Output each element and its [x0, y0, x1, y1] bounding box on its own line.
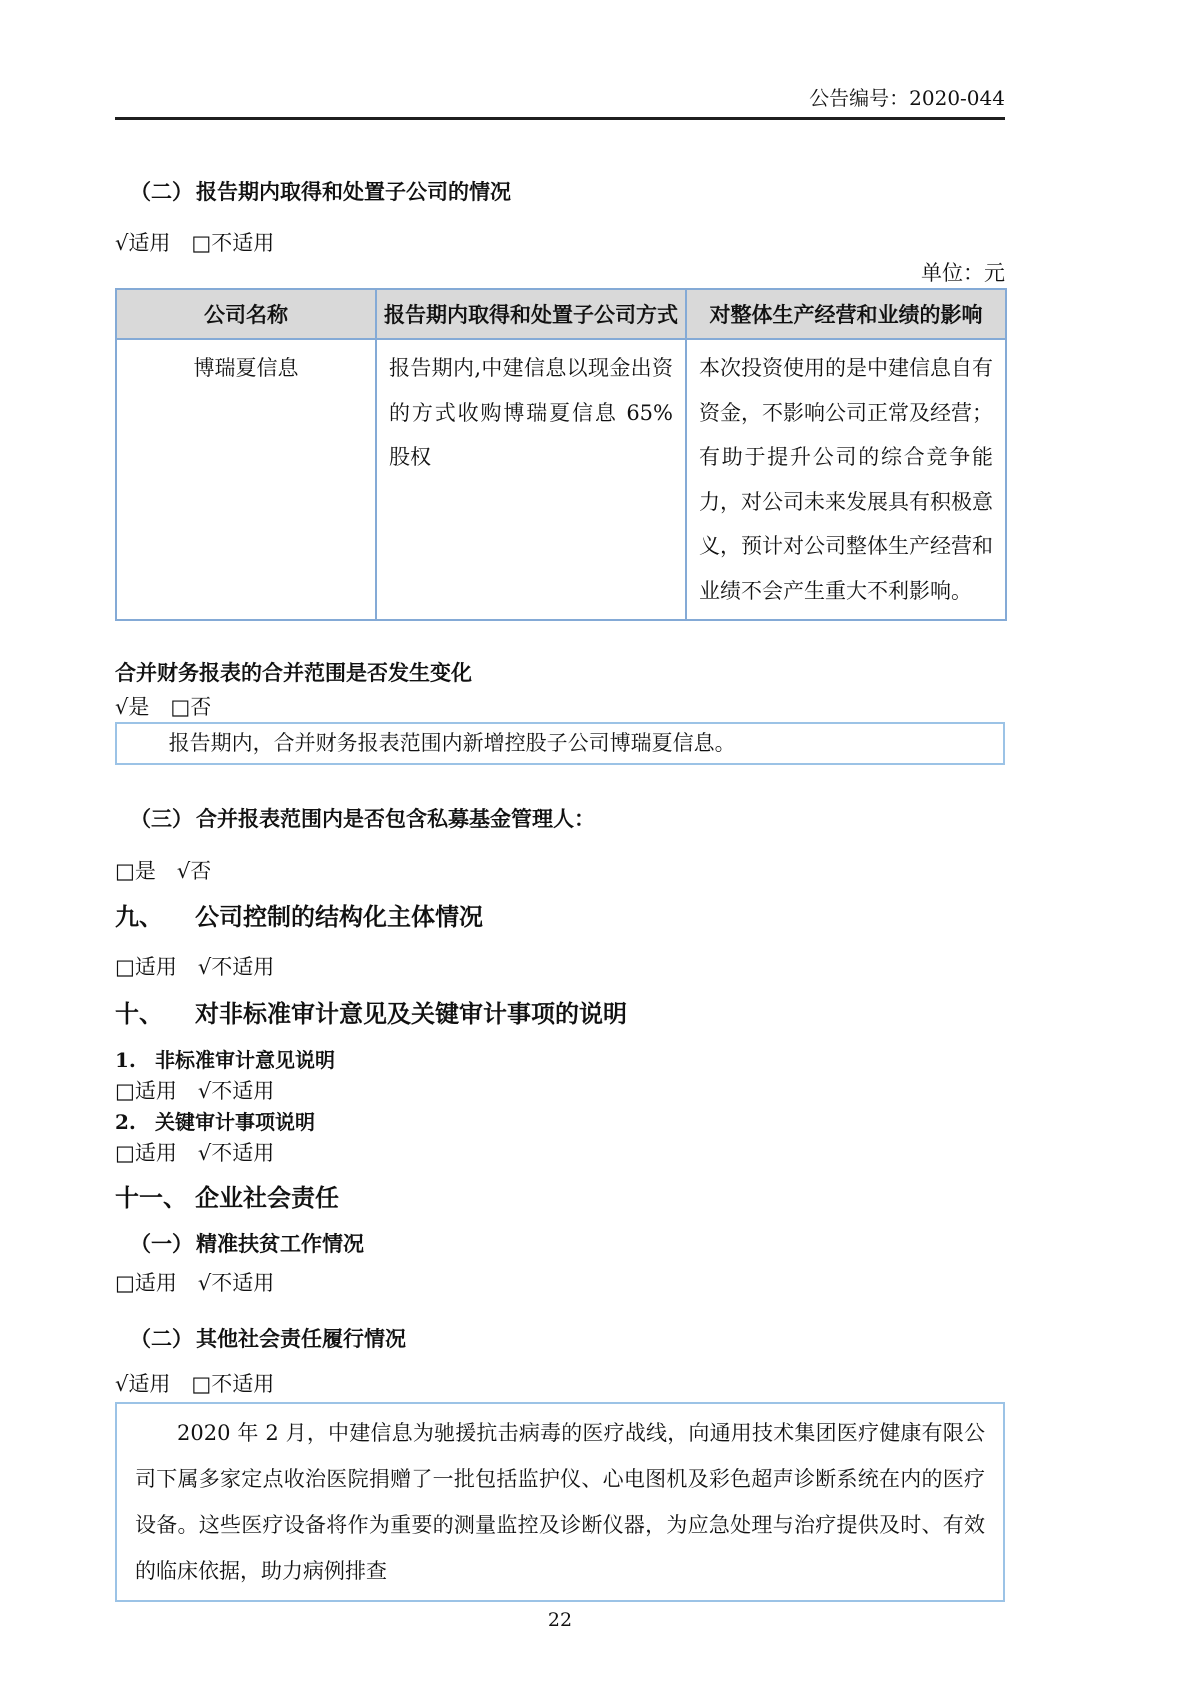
section-number: 九、	[115, 903, 163, 932]
merge-scope-note-box	[115, 722, 1005, 765]
item-heading-nonstandard-audit	[115, 1046, 1005, 1075]
table-row	[116, 339, 1006, 620]
section-number: （二）	[130, 1326, 193, 1351]
section-title: 其他社会责任履行情况	[196, 1326, 406, 1351]
col-header-company-name: 公司名称	[116, 289, 376, 339]
section-title: 合并报表范围内是否包含私募基金管理人：	[196, 807, 595, 832]
section-title: 企业社会责任	[195, 1183, 339, 1212]
subsection-heading-poverty-alleviation	[130, 1230, 1005, 1259]
cell-business-impact: 本次投资使用的是中建信息自有资金，不影响公司正常及经营；有助于提升公司的综合竞争能力，对公司未来发展具有积极意义，预计对公司整体生产经营和业绩不会产生重大不利影响。	[686, 339, 1006, 620]
private-fund-answer: □是 √否	[115, 858, 212, 883]
item-number: 2.	[115, 1110, 136, 1135]
merge-scope-question: 合并财务报表的合并范围是否发生变化	[115, 661, 472, 686]
section-title: 报告期内取得和处置子公司的情况	[196, 180, 511, 204]
section-number: 十一、	[115, 1183, 187, 1212]
section-heading-acquisition	[130, 178, 1005, 207]
item-title: 关键审计事项说明	[155, 1110, 315, 1135]
unit-label: 单位：元	[921, 260, 1005, 285]
section-heading-structured-entities	[115, 902, 1005, 933]
subsection-heading-other-responsibility	[130, 1325, 1005, 1354]
cell-company-name: 博瑞夏信息	[116, 339, 376, 620]
item-heading-key-audit-matters	[115, 1108, 1005, 1137]
page-number: 22	[547, 1609, 573, 1632]
applicability-line-structured-entities: □适用 √不适用	[115, 955, 275, 980]
section-number: （一）	[130, 1231, 193, 1256]
section-title: 公司控制的结构化主体情况	[195, 903, 483, 932]
cell-acquisition-method: 报告期内,中建信息以现金出资的方式收购博瑞夏信息 65%股权	[376, 339, 686, 620]
col-header-business-impact: 对整体生产经营和业绩的影响	[686, 289, 1006, 339]
section-heading-audit-opinion	[115, 999, 1005, 1030]
social-responsibility-note-text: 2020 年 2 月，中建信息为驰援抗击病毒的医疗战线，向通用技术集团医疗健康有限公司下属多家定点收治医院捐赠了一批包括监护仪、心电图机及彩色超声诊断系统在内的医疗设备。这些医疗设备将作为重要的测量监控及诊断仪器，为应急处理与治疗提供及时、有效的临床依据，助力病例排查	[135, 1420, 985, 1584]
item-number: 1.	[115, 1047, 136, 1072]
section-title: 对非标准审计意见及关键审计事项的说明	[195, 999, 627, 1028]
announcement-number: 公告编号：2020-044	[809, 86, 1005, 110]
applicability-line-acquisition: √适用 □不适用	[115, 231, 275, 256]
merge-scope-answer: √是 □否	[115, 694, 212, 719]
section-heading-social-responsibility	[115, 1183, 1005, 1214]
subsidiary-table	[115, 288, 1007, 621]
section-number: 十、	[115, 999, 163, 1028]
table-header-row	[116, 289, 1006, 339]
section-number: （二）	[130, 180, 193, 204]
col-header-acquisition-method: 报告期内取得和处置子公司方式	[376, 289, 686, 339]
section-heading-private-fund	[130, 805, 1005, 834]
applicability-line-poverty-alleviation: □适用 √不适用	[115, 1271, 275, 1296]
applicability-line-nonstandard-audit: □适用 √不适用	[115, 1078, 275, 1103]
merge-scope-note-text: 报告期内，合并财务报表范围内新增控股子公司博瑞夏信息。	[168, 731, 736, 756]
applicability-line-key-audit-matters: □适用 √不适用	[115, 1141, 275, 1166]
section-title: 精准扶贫工作情况	[196, 1231, 364, 1256]
header-rule	[115, 117, 1005, 120]
applicability-line-other-responsibility: √适用 □不适用	[115, 1372, 275, 1397]
social-responsibility-note-box	[115, 1402, 1005, 1603]
section-number: （三）	[130, 807, 193, 832]
item-title: 非标准审计意见说明	[155, 1047, 335, 1072]
